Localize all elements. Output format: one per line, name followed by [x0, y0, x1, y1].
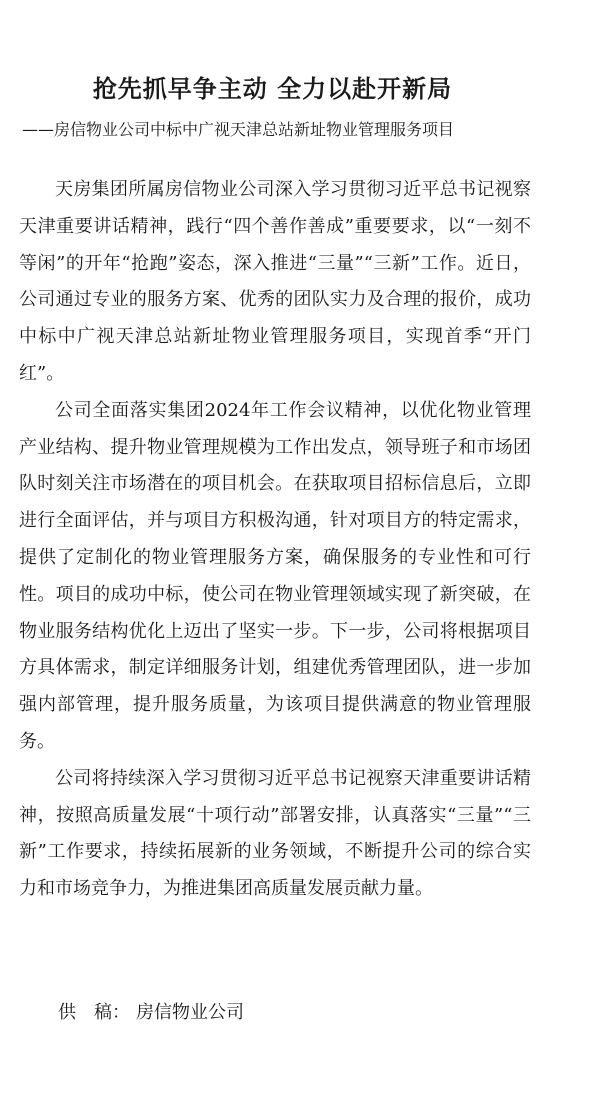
signature-source: 房信物业公司	[136, 1002, 244, 1023]
paragraph-2: 公司全面落实集团2024年工作会议精神，以优化物业管理产业结构、提升物业管理规模为工作出发点，领导班子和市场团队时刻关注市场潜在的项目机会。在获取项目招标信息后，立即进行全面评估，并与项目方积极沟通，针对项目方的特定需求，提供了定制化的物业管理服务方案，确保服务的专业性和可行性。项目的成功中标，使公司在物业管理领域实现了新突破，在物业服务结构优化上迈出了坚实一步。下一步，公司将根据项目方具体需求，制定详细服务计划，组建优秀管理团队，进一步加强内部管理，提升服务质量，为该项目提供满意的物业管理服务。	[19, 399, 531, 752]
paragraph-3: 公司将持续深入学习贯彻习近平总书记视察天津重要讲话精神，按照高质量发展“十项行动”部署安排，认真落实“三量”“三新”工作要求，持续拓展新的业务领域，不断提升公司的综合实力和市场竞争力，为推进集团高质量发展贡献力量。	[19, 767, 531, 900]
article-signature	[58, 998, 478, 1028]
paragraph-1: 天房集团所属房信物业公司深入学习贯彻习近平总书记视察天津重要讲话精神，践行“四个善作善成”重要要求，以“一刻不等闲”的开年“抢跑”姿态，深入推进“三量”“三新”工作。近日，公司通过专业的服务方案、优秀的团队实力及合理的报价，成功中标中广视天津总站新址物业管理服务项目，实现首季“开门红”。	[19, 179, 531, 384]
article-body	[19, 172, 531, 908]
article-subtitle: ——房信物业公司中标中广视天津总站新址物业管理服务项目	[22, 120, 455, 139]
article-title: 抢先抓早争主动 全力以赴开新局	[92, 75, 453, 103]
signature-label: 供 稿：	[58, 1002, 130, 1023]
